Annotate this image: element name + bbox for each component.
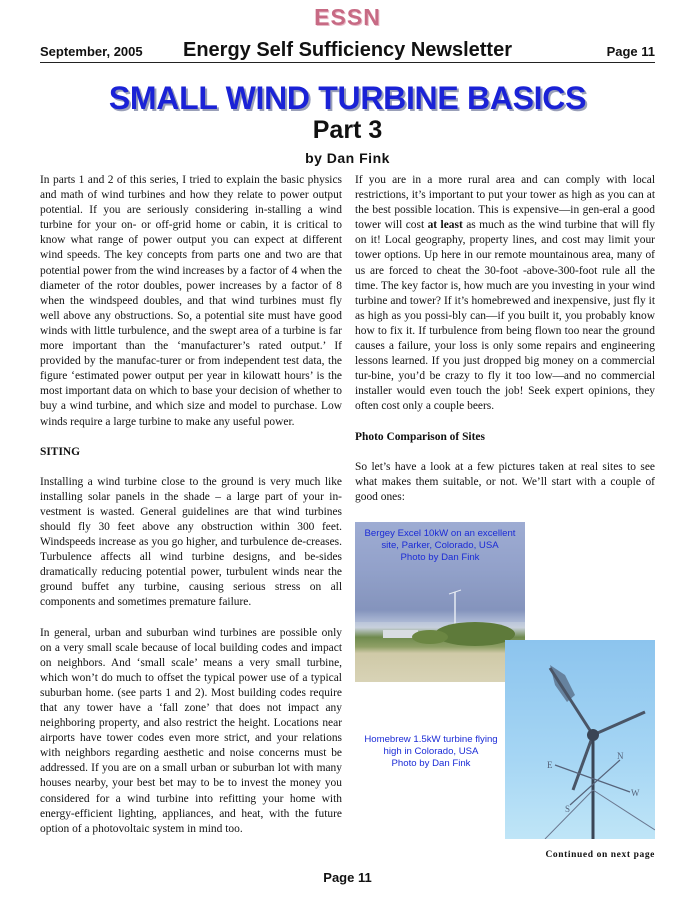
- photo-caption-1-text: Bergey Excel 10kW on an excellent site, Parker, Colorado, USA Photo by Dan Fink: [364, 528, 516, 563]
- intro-paragraph: In parts 1 and 2 of this series, I tried to explain the basic physics and math of wind turbines and how they relate to power output potential. If you are seriously considering in-stalling a wind turbine for your on- or off-grid home or cabin, it is critical to know what range of power output you can expect at different wind speeds. The key concepts from parts one and two are that potential power from the wind increases by a factor of 4 when the diameter of the rotor doubles, power increases by a factor of 8 when the windspeed doubles, and that wind turbines must fly well above any obstructions. So, a potential site must have good winds with little turbulence, and the swept area of a turbine is far more important than the ‘manufacturer’s rated output.’ If provided by the manufac-turer or from independent test data, the figure ‘estimated power output per year in kilowatt hours’ is the most important data on which to base your decision of whether to buy a wind turbine, and which size and model to purchase. Low winds require a large turbine to make any useful power.: [40, 174, 342, 428]
- article-title: SMALL WIND TURBINE BASICS: [108, 80, 587, 116]
- photo-comparison-heading: Photo Comparison of Sites: [355, 430, 485, 443]
- article-byline: by Dan Fink: [305, 150, 390, 166]
- left-column: [40, 173, 342, 852]
- header-page-number: Page 11: [606, 44, 655, 59]
- tail-vane: [550, 665, 575, 702]
- trees: [435, 622, 515, 646]
- footer-page-number: Page 11: [323, 870, 372, 885]
- rural-paragraph: [355, 173, 655, 415]
- photo-intro-paragraph: So let’s have a look at a few pictures taken at real sites to see what makes them suitable, or not. We’ll start with a couple of good ones:: [355, 460, 655, 503]
- newsletter-title: Energy Self Sufficiency Newsletter: [182, 39, 512, 61]
- photo-homebrew-turbine: [505, 640, 655, 839]
- guy-wire-2: [593, 790, 655, 830]
- continued-note: Continued on next page: [545, 850, 655, 860]
- photo-caption-1: [355, 528, 525, 564]
- guy-wire-1: [545, 790, 593, 839]
- trees-2: [412, 630, 448, 644]
- masthead-logo: ESSN: [314, 4, 381, 30]
- photo-caption-2-text: Homebrew 1.5kW turbine flying high in Colorado, USA Photo by Dan Fink: [364, 734, 498, 769]
- photo-caption-2: [362, 734, 500, 770]
- issue-date: September, 2005: [40, 44, 143, 59]
- compass-e: E: [547, 760, 553, 770]
- compass-n: N: [617, 751, 624, 761]
- newsletter-header: [40, 38, 655, 63]
- right-column: [355, 173, 655, 520]
- photo-scene-2: [505, 640, 655, 839]
- blade-2: [593, 712, 645, 735]
- photo-bergey-excel-site: [355, 522, 525, 682]
- siting-heading: SITING: [40, 445, 81, 458]
- article-part: Part 3: [312, 116, 383, 144]
- siting-paragraph-2: In general, urban and suburban wind turbines are possible only on a very small scale because of local building codes and impact on neighbors. And ‘small scale’ means a very small turbine, which won’t do much to offset the typical power use of a typical suburban home. (see parts 1 and 2). Most building codes require that any tower have a ‘fall zone’ that does not impact any neighboring property, and also restrict the height. Locations near airports have tower codes even more strict, and your relations with neighbors regarding aesthetic and noise concerns must be addressed. If you are on a small urban or suburban lot with many houses nearby, your best bet may to be to invest the money you considered for a wind turbine into refitting your home with energy-efficient lighting, appliances, and heat, with the future option of a photovoltaic system in mind too.: [40, 626, 342, 835]
- rural-emphasis: at least: [427, 219, 463, 232]
- blade-1: [550, 668, 593, 735]
- compass-s: S: [565, 804, 571, 814]
- rural-text-2: as much as the wind turbine that will fly on it! Local geography, property lines, and cost may limit your tower options. Up here in our remote mountainous area, many of us are forced to cheat the 30-foot -above-300-foot rule all the time. The key factor is, how much are you investing in your wind turbine and tower? If it’s homebrewed and inexpensive, just fly it as high as you possi-bly can—if you built it, you probably know how to fix it. If turbulence from being flown too near the ground causes a failure, your loss is only some repairs and engineering lessons learned. If you just dropped big money on a commercial tur-bine, you’d be crazy to fly it too low—and no commercial installer would even touch the job! Seek expert opinions, they often cost only a couple beers.: [355, 219, 656, 413]
- siting-paragraph-1: Installing a wind turbine close to the ground is very much like installing solar panels in the shade – a large part of your in-vestment is wasted. General guidelines are that wind turbines should fly 30 feet above any obstruction within 300 feet. Windspeeds increase as you go higher, and turbulence de-creases. Turbulence affects all wind turbine designs, and be-sides dramatically reducing potential power, turbulent winds near the ground buffet any turbine, causing serious stress on all components and sometimes premature failure.: [40, 475, 342, 609]
- vane-arm-ns: [570, 760, 620, 805]
- compass-w: W: [631, 788, 640, 798]
- rural-text-1: If you are in a more rural area and can comply with local restrictions, it’s important to put your tower as high as you can at the best possible location. This is expensive—in gen-eral a good tower will cost: [355, 174, 655, 232]
- blade-3: [573, 735, 593, 790]
